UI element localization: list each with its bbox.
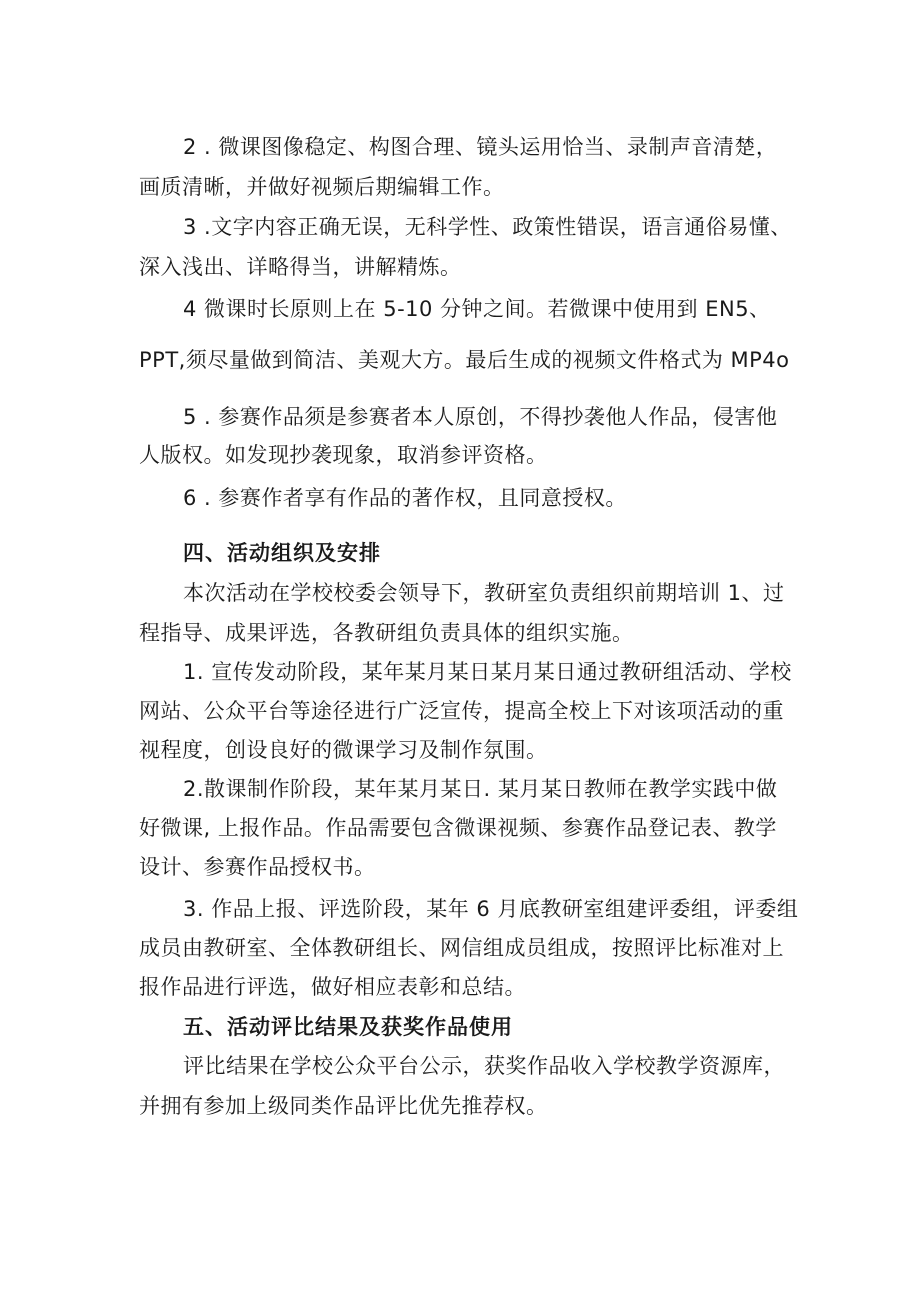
paragraph-line: 1. 宣传发动阶段，某年某月某日某月某日通过教研组活动、学校 [183,660,792,684]
paragraph-line: 评比结果在学校公众平台公示，获奖作品收入学校教学资源库， [183,1054,785,1078]
paragraph-line: 设计、参赛作品授权书。 [139,855,376,879]
paragraph-line: 好微课, 上报作品。作品需要包含微课视频、参赛作品登记表、教学 [139,816,777,840]
paragraph-line: 程指导、成果评选，各教研组负责具体的组织实施。 [139,621,634,645]
paragraph-line: 4 微课时长原则上在 5-10 分钟之间。若微课中使用到 EN5、 [183,297,771,321]
paragraph-line: 2.散课制作阶段，某年某月某日. 某月某日教师在教学实践中做 [183,777,778,801]
paragraph-line: 人版权。如发现抄袭现象，取消参评资格。 [139,443,548,467]
paragraph-line: 深入浅出、详略得当，讲解精炼。 [139,255,462,279]
paragraph-line: 网站、公众平台等途径进行广泛宣传，提高全校上下对该项活动的重 [139,699,784,723]
paragraph-line: 2 . 微课图像稳定、构图合理、镜头运用恰当、录制声音清楚， [183,135,778,159]
paragraph-line: 本次活动在学校校委会领导下，教研室负责组织前期培训 1、过 [183,581,785,605]
paragraph-line: 画质清晰，并做好视频后期编辑工作。 [139,175,505,199]
section-heading: 五、活动评比结果及获奖作品使用 [183,1015,513,1039]
paragraph-line: 报作品进行评选，做好相应表彰和总结。 [139,975,526,999]
paragraph-line: 并拥有参加上级同类作品评比优先推荐权。 [139,1094,548,1118]
paragraph-line: 3 .文字内容正确无误，无科学性、政策性错误，语言通俗易懂、 [183,215,792,239]
paragraph-line: 5 . 参赛作品须是参赛者本人原创，不得抄袭他人作品，侵害他 [183,405,778,429]
section-heading: 四、活动组织及安排 [183,541,381,565]
paragraph-line: 3. 作品上报、评选阶段，某年 6 月底教研室组建评委组，评委组 [183,897,799,921]
paragraph-line: 6 . 参赛作者享有作品的著作权，且同意授权。 [183,486,627,510]
paragraph-line: PPT,须尽量做到简洁、美观大方。最后生成的视频文件格式为 MP4o [139,348,790,372]
paragraph-line: 成员由教研室、全体教研组长、网信组成员组成，按照评比标准对上 [139,936,784,960]
paragraph-line: 视程度，创设良好的微课学习及制作氛围。 [139,738,548,762]
